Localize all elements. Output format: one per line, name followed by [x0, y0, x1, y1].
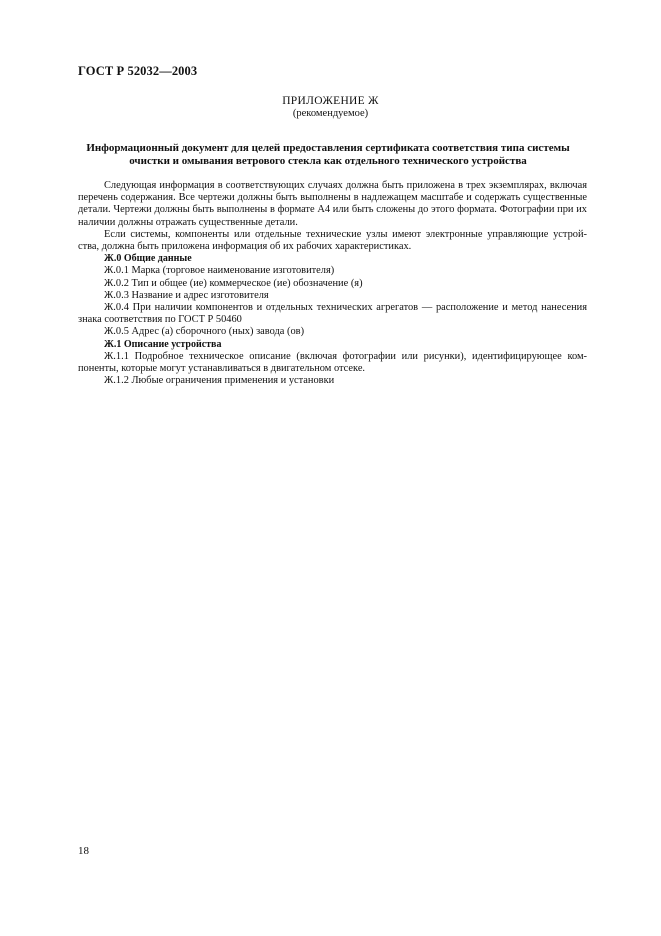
appendix-status: (рекомендуемое) — [292, 108, 369, 119]
section-0-title: Ж.0 Общие данные — [104, 253, 192, 265]
document-code: ГОСТ Р 52032—2003 — [78, 64, 198, 78]
section-0-item: Ж.0.3 Название и адрес изготовителя — [104, 289, 269, 301]
section-0-item: Ж.0.5 Адрес (а) сборочного (ных) завода (ов) — [104, 326, 305, 338]
section-1-item: Ж.1.1 Подробное техническое описание (включая фотографии или рисунки), идентифицирующее ком-поненты, которые могут устанавливаться в двигательном отсеке. — [78, 350, 587, 375]
intro-paragraph-1: Следующая информация в соответствующих случаях должна быть приложена в трех экземплярах, включая перечень содержания. Все чертежи должны быть выполнены в надлежащем масштабе и содержать существенные детали. Чертежи должны быть выполнены в формате А4 или быть сложены до этого формата. Фотографии при их наличии должны отражать существенные детали. — [78, 180, 587, 228]
body-text — [78, 180, 587, 387]
intro-paragraph-2: Если системы, компоненты или отдельные технические узлы имеют электронные управляющие устрой-ства, должна быть приложена информация об их рабочих характеристиках. — [78, 228, 587, 253]
heading-line-1: Информационный документ для целей предоставления сертификата соответствия типа системы — [86, 142, 570, 154]
appendix-title: ПРИЛОЖЕНИЕ Ж — [282, 95, 379, 107]
section-0-item: Ж.0.2 Тип и общее (ие) коммерческое (ие) обозначение (я) — [104, 277, 363, 289]
heading-line-2: очистки и омывания ветрового стекла как отдельного технического устройства — [129, 155, 527, 167]
section-0-item: Ж.0.1 Марка (торговое наименование изготовителя) — [104, 265, 335, 277]
page-number: 18 — [78, 845, 89, 857]
section-1-item: Ж.1.2 Любые ограничения применения и установки — [104, 375, 335, 387]
document-heading — [78, 142, 578, 168]
section-1-title: Ж.1 Описание устройства — [104, 338, 222, 350]
section-0-item: Ж.0.4 При наличии компонентов и отдельных технических агрегатов — расположение и метод нанесения знака соответствия по ГОСТ Р 50460 — [78, 302, 587, 326]
